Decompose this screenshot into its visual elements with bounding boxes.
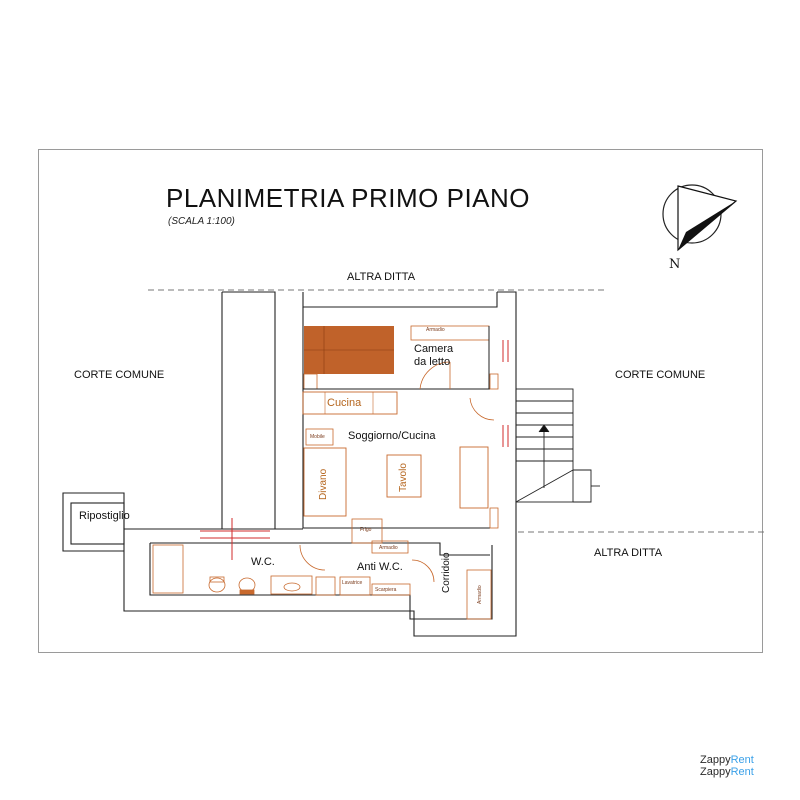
room-label-wc: W.C. [251, 556, 275, 568]
furniture-label-table: Tavolo [398, 463, 409, 492]
furniture-label-washbasin: Lavatrice [342, 580, 363, 586]
label-altra-ditta-bottom: ALTRA DITTA [594, 547, 663, 559]
furniture-label-fridge: Frigo [360, 527, 372, 533]
stairs [516, 389, 600, 502]
furniture-label-wardrobe-top: Armadio [426, 327, 445, 333]
furniture-label-sofa: Divano [318, 468, 329, 500]
brand-logo-b: Rent [730, 754, 754, 766]
scale-note: (SCALA 1:100) [168, 216, 235, 227]
room-label-storage: Ripostiglio [79, 510, 130, 522]
room-label-corridor: Corridoio [441, 552, 452, 593]
wardrobe-top [411, 326, 489, 340]
room-label-living: Soggiorno/Cucina [348, 430, 436, 442]
tv-unit [460, 447, 488, 508]
label-altra-ditta-top: ALTRA DITTA [347, 271, 416, 283]
brand-logo-line2 [700, 766, 754, 778]
furniture-label-cabinet: Mobile [310, 434, 325, 440]
furniture-label-kitchen: Cucina [327, 397, 362, 409]
brand-logo-a: Zappy [700, 754, 731, 766]
room-label-bedroom-line2: da letto [414, 356, 451, 368]
brand-logo-a2: Zappy [700, 766, 731, 778]
room-label-bedroom [414, 343, 453, 369]
room-label-bedroom-line1: Camera [414, 343, 454, 355]
furniture-label-shelf: Scarpiera [375, 587, 397, 593]
label-corte-comune-left: CORTE COMUNE [74, 369, 165, 381]
label-corte-comune-right: CORTE COMUNE [615, 369, 706, 381]
brand-logo-line1 [700, 754, 754, 766]
brand-logo-b2: Rent [730, 766, 754, 778]
page-title: PLANIMETRIA PRIMO PIANO [166, 183, 531, 213]
brand-logo [700, 754, 754, 778]
furniture-label-wardrobe-mid: Armadio [379, 545, 398, 551]
furniture-label-wardrobe-corridor: Armadio [477, 585, 483, 604]
north-arrow-icon [663, 185, 736, 250]
north-label: N [669, 257, 681, 272]
room-label-anti-wc: Anti W.C. [357, 561, 403, 573]
